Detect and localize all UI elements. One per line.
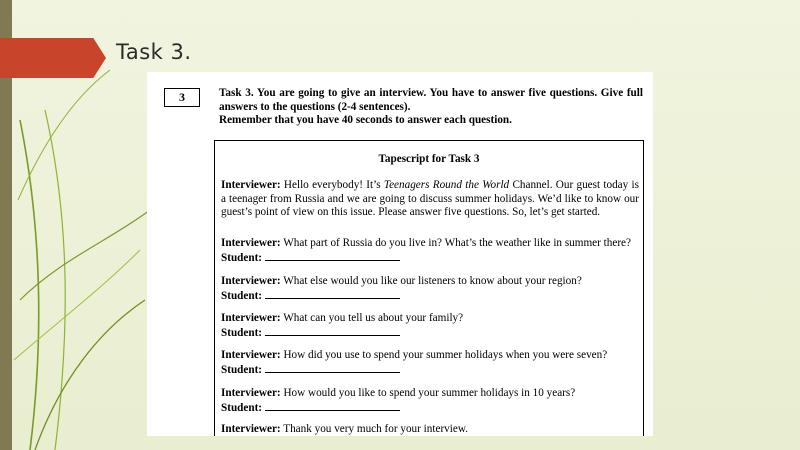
question-line: Interviewer: How did you use to spend your summer holidays when you were seven? xyxy=(221,349,608,361)
closing-line: Interviewer: Thank you very much for your interview. xyxy=(221,423,468,435)
question-line: Interviewer: What part of Russia do you live in? What’s the weather like in summer there? xyxy=(221,237,631,249)
task-instructions xyxy=(219,87,643,128)
question-line: Interviewer: What else would you like our listeners to know about your region? xyxy=(221,275,582,287)
qa-block-4 xyxy=(221,349,639,377)
qa-block-3 xyxy=(221,312,639,340)
instruction-line-1: Task 3. You are going to give an interview. You have to answer five questions. Give full answers to the questions (2-4 sentences). xyxy=(219,87,643,113)
question-line: Interviewer: How would you like to spend your summer holidays in 10 years? xyxy=(221,387,576,399)
student-line: Student: xyxy=(221,289,639,304)
question-text: What else would you like our listeners to know about your region? xyxy=(280,275,582,287)
tapescript-box xyxy=(214,140,644,436)
student-line: Student: xyxy=(221,401,639,416)
qa-block-2 xyxy=(221,275,639,303)
answer-blank xyxy=(265,251,400,261)
intro-text-before: Hello everybody! It’s xyxy=(280,179,384,191)
title-arrow-shape xyxy=(0,38,106,78)
instruction-line-2: Remember that you have 40 seconds to answer each question. xyxy=(219,114,512,126)
question-text: What can you tell us about your family? xyxy=(280,312,464,324)
question-text: What part of Russia do you live in? What’s the weather like in summer there? xyxy=(280,237,631,249)
intro-text-after: Channel. Our guest today is a teenager from Russia and we are going to discuss summer holidays. We’d like to know our guest’s point of view on this issue. Please answer five questions. So, let’s get started. xyxy=(221,179,639,218)
interviewer-label: Interviewer: xyxy=(221,179,281,191)
answer-blank xyxy=(265,289,400,299)
scanned-document xyxy=(147,72,653,436)
question-text: How would you like to spend your summer holidays in 10 years? xyxy=(280,387,576,399)
qa-block-1 xyxy=(221,237,639,265)
answer-blank xyxy=(265,326,400,336)
tapescript-title: Tapescript for Task 3 xyxy=(378,153,480,165)
answer-blank xyxy=(265,401,400,411)
question-line: Interviewer: What can you tell us about your family? xyxy=(221,312,464,324)
student-line: Student: xyxy=(221,251,639,266)
qa-block-5 xyxy=(221,387,639,415)
student-line: Student: xyxy=(221,363,639,378)
answer-blank xyxy=(265,363,400,373)
interviewer-intro xyxy=(221,179,639,220)
slide-title: Task 3. xyxy=(116,40,192,64)
student-line: Student: xyxy=(221,326,639,341)
channel-name: Teenagers Round the World xyxy=(383,179,510,191)
question-text: How did you use to spend your summer holidays when you were seven? xyxy=(280,349,608,361)
task-number-box: 3 xyxy=(164,88,200,107)
closing-text: Thank you very much for your interview. xyxy=(280,423,468,435)
